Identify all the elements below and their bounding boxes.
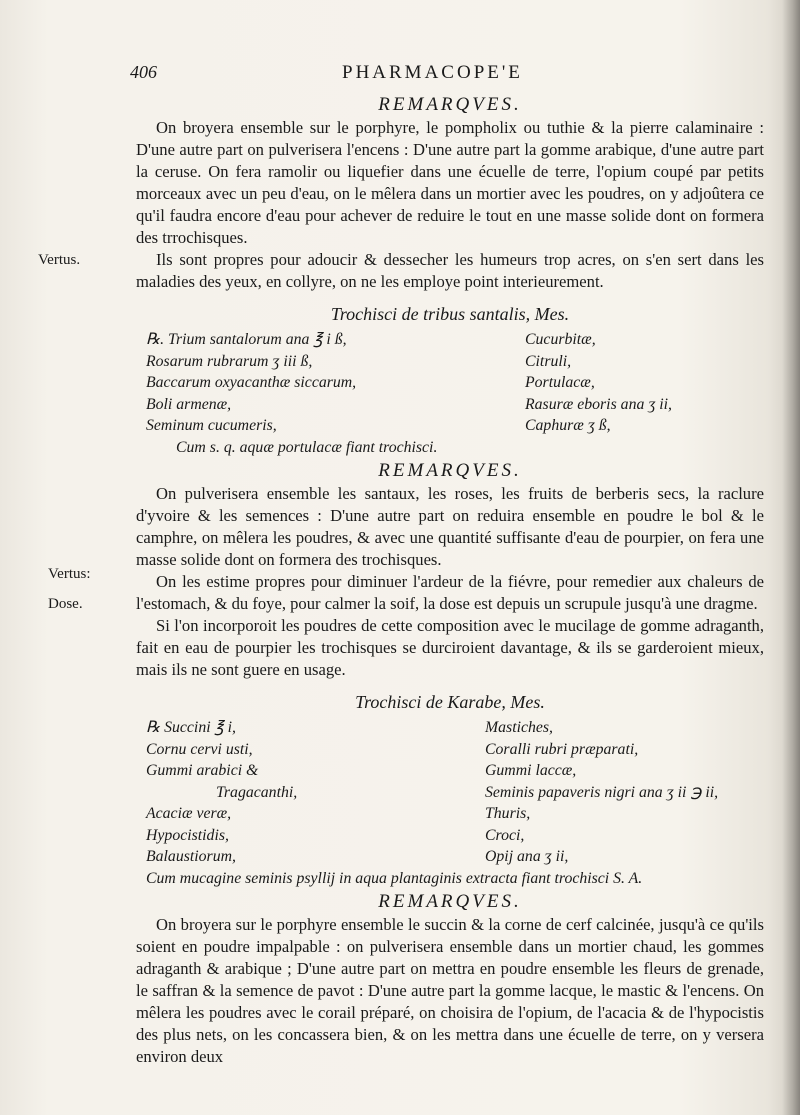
recipe-column-left [136, 329, 445, 437]
recipe-column-right [455, 329, 764, 437]
paragraph-remarques-3-a: On broyera sur le porphyre ensemble le succin & la corne de cerf calcinée, jusqu'à ce qu'ils soient en poudre impalpable : on pulverisera ensemble dans un mortier chaud, les gommes adraganth & arabique ; D'une autre part on mettra en poudre ensemble les fleurs de grenade, le saffran & la semence de pavot : D'une autre part la gomme lacque, le mastic & l'encens. On mêlera les poudres avec le corail préparé, on choisira de l'opium, de l'acacia & de l'hypocistis des plus nets, on les concassera bien, & on les mettra dans une écuelle de terre, on y versera environ deux [136, 915, 764, 1066]
margin-note-vertus-1: Vertus. [38, 252, 81, 268]
margin-note-vertus-2: Vertus: [48, 566, 91, 582]
ingredient-line: Seminis papaveris nigri ana ʒ ii ℈ ii, [485, 783, 719, 801]
page-content [136, 92, 764, 1068]
ingredient-line: Tragacanthi, [216, 783, 298, 801]
ingredient-line: Gummi arabici & [146, 762, 259, 779]
ingredient-line: Caphuræ ʒ ß, [525, 417, 611, 434]
running-head: PHARMACOPE'E [342, 62, 523, 83]
recipe-column-left [136, 717, 445, 868]
ingredient-line: Croci, [485, 826, 525, 844]
ingredient-line: Portulacæ, [525, 374, 595, 391]
paragraph-remarques-1-a: On broyera ensemble sur le porphyre, le pompholix ou tuthie & la pierre calaminaire : D'une autre part on pulverisera l'encens : D'une autre part la gomme arabique, d'une autre part la ceruse. On fera ramolir ou liquefier dans une écuelle de terre, l'opium coupé par petits morceaux avec un peu d'eau, on le mêlera dans un mortier avec les poudres, on y adjoûtera ce qu'il faudra encore d'eau pour achever de reduire le tout en une masse solide dont on formera des trrochisques. [136, 118, 764, 247]
ingredient-line: Cucurbitæ, [525, 331, 596, 348]
recipe-ingredients-karabe [136, 717, 764, 868]
ingredient-line: Thuris, [485, 805, 531, 822]
ingredient-line: Coralli rubri præparati, [485, 740, 639, 758]
recipe-closing-karabe: Cum mucagine seminis psyllij in aqua plantaginis extracta fiant trochisci S. A. [146, 869, 643, 887]
ingredient-line: Opij ana ʒ ii, [485, 848, 569, 865]
page-header [130, 62, 770, 86]
ingredient-line: ℞. Trium santalorum ana ℥ i ß, [146, 331, 347, 348]
paragraph-remarques-2-b: On les estime propres pour diminuer l'ardeur de la fiévre, pour remedier aux chaleurs de l'estomach, & du foye, pour calmer la soif, la dose est depuis un scrupule jusqu'à une dragme. [136, 572, 764, 613]
ingredient-line: Citruli, [525, 352, 572, 370]
ingredient-line: Hypocistidis, [146, 826, 229, 844]
ingredient-line: Baccarum oxyacanthæ siccarum, [146, 374, 357, 391]
paragraph-remarques-2-a: On pulverisera ensemble les santaux, les roses, les fruits de berberis secs, la raclure d'yvoire & les semences : D'une autre part on reduira ensemble en poudre le bol & le camphre, on mêlera les poudres, & avec une quantité suffisante d'eau de pourpier, on fera une masse solide dont on formera des trochisques. [136, 484, 764, 569]
recipe-closing-santalis: Cum s. q. aquæ portulacæ fiant trochisci. [176, 438, 438, 456]
ingredient-line: Gummi laccæ, [485, 762, 577, 779]
recipe-ingredients-santalis [136, 329, 764, 437]
ingredient-line: Boli armenæ, [146, 395, 232, 413]
ingredient-line: Seminum cucumeris, [146, 417, 277, 434]
section-heading-remarques-2: REMARQVES. [378, 460, 522, 481]
recipe-title-karabe: Trochisci de Karabe, Mes. [355, 692, 545, 712]
section-heading-remarques-3: REMARQVES. [378, 891, 522, 912]
ingredient-line: Cornu cervi usti, [146, 740, 253, 758]
margin-note-dose: Dose. [48, 596, 83, 612]
recipe-title-santalis: Trochisci de tribus santalis, Mes. [330, 304, 570, 324]
ingredient-line: Rasuræ eboris ana ʒ ii, [525, 395, 673, 413]
paragraph-remarques-2-c: Si l'on incorporoit les poudres de cette composition avec le mucilage de gomme adraganth, fait en eau de pourpier les trochisques se durciroient davantage, & ils se garderoient mieux, mais ils ne sont guere en usage. [136, 616, 764, 679]
ingredient-line: Balaustiorum, [146, 848, 236, 865]
ingredient-line: Acaciæ veræ, [146, 805, 232, 822]
recipe-column-right [455, 717, 764, 868]
page-number: 406 [130, 62, 157, 82]
ingredient-line: Rosarum rubrarum ʒ iii ß, [146, 352, 313, 370]
paragraph-remarques-1-b: Ils sont propres pour adoucir & dessecher les humeurs trop acres, on s'en sert dans les maladies des yeux, en collyre, on ne les employe point interieurement. [136, 250, 764, 291]
ingredient-line: ℞ Succini ℥ i, [146, 719, 236, 736]
section-heading-remarques-1: REMARQVES. [378, 94, 522, 115]
page-binding-shadow [782, 0, 800, 1115]
ingredient-line: Mastiches, [485, 719, 554, 736]
